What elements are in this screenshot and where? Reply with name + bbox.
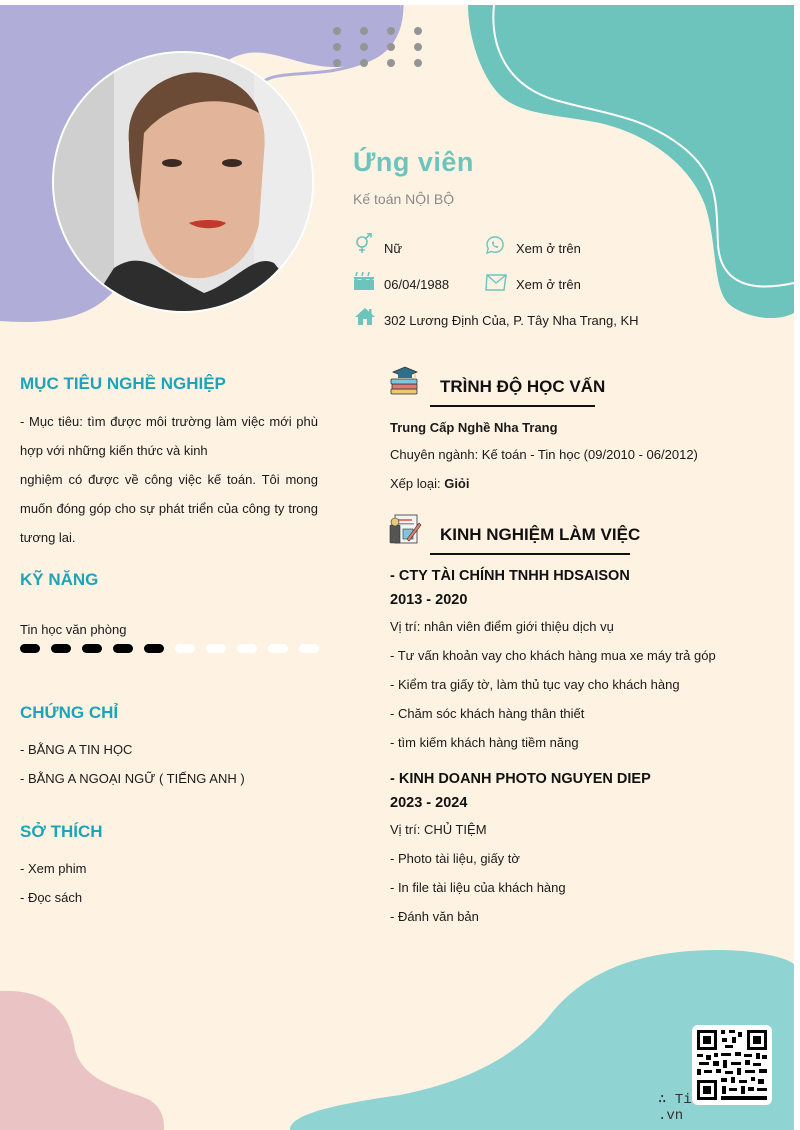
- phone-value: Xem ở trên: [516, 241, 581, 256]
- skill-level-filled: [51, 644, 71, 653]
- job-task: - tìm kiếm khách hàng tiềm năng: [390, 735, 579, 750]
- site-watermark-left: ∴ Ti: [658, 1092, 692, 1108]
- skill-name: Tin học văn phòng: [20, 622, 127, 637]
- certificates-title: CHỨNG CHỈ: [20, 703, 119, 722]
- education-rank-value: Giỏi: [444, 476, 470, 491]
- objective-title: MỤC TIÊU NGHỀ NGHIỆP: [20, 374, 226, 393]
- job-position: Vị trí: nhân viên điểm giới thiệu dịch vụ: [390, 619, 614, 634]
- job-task: - Đánh văn bản: [390, 909, 479, 924]
- job-period: 2023 - 2024: [390, 795, 468, 811]
- skill-level-empty: [175, 644, 195, 653]
- skills-title: KỸ NĂNG: [20, 570, 99, 589]
- gender-icon: [353, 233, 375, 253]
- objective-line: nghiệm có được về công việc kế toán. Tôi mong muốn đóng góp cho sự phát triển của công ty trong tương lai.: [20, 472, 318, 545]
- hobby-item: - Xem phim: [20, 861, 87, 876]
- gender-value: Nữ: [384, 241, 403, 256]
- education-books-icon: [389, 365, 421, 397]
- skill-level-empty: [268, 644, 288, 653]
- objective-line: - Mục tiêu: tìm được môi trường làm việc mới phù hợp với những kiến thức và kinh: [20, 414, 318, 458]
- job-task: - Tư vấn khoản vay cho khách hàng mua xe máy trả góp: [390, 648, 716, 663]
- job-company: - CTY TÀI CHÍNH TNHH HDSAISON: [390, 568, 630, 584]
- job-task: - Chăm sóc khách hàng thân thiết: [390, 706, 585, 721]
- candidate-name: Ứng viên: [353, 147, 474, 177]
- job-task: - In file tài liệu của khách hàng: [390, 880, 566, 895]
- education-major: Chuyên ngành: Kế toán - Tin học (09/2010 - 06/2012): [390, 447, 698, 462]
- dot-grid-decoration: [333, 27, 429, 69]
- envelope-icon: [485, 273, 507, 293]
- certificate-item: - BẰNG A NGOẠI NGỮ ( TIẾNG ANH ): [20, 771, 245, 786]
- objective-text: [20, 407, 318, 552]
- skill-level-bar: [20, 644, 319, 653]
- whatsapp-phone-icon: [484, 235, 506, 255]
- hobby-item: - Đọc sách: [20, 890, 83, 905]
- cv-page: [0, 5, 794, 1130]
- site-watermark-right: .vn: [658, 1108, 684, 1124]
- candidate-position: Kế toán NỘI BỘ: [353, 191, 455, 207]
- education-title-underline: [430, 405, 595, 407]
- skill-level-filled: [113, 644, 133, 653]
- address-value: 302 Lương Định Của, P. Tây Nha Trang, KH: [384, 313, 639, 328]
- work-experience-icon: [389, 513, 423, 545]
- job-task: - Kiểm tra giấy tờ, làm thủ tục vay cho khách hàng: [390, 677, 680, 692]
- qr-code[interactable]: [692, 1025, 772, 1105]
- skill-level-filled: [20, 644, 40, 653]
- education-school: Trung Cấp Nghề Nha Trang: [390, 420, 558, 435]
- skill-level-empty: [299, 644, 319, 653]
- job-position: Vị trí: CHỦ TIỆM: [390, 822, 487, 837]
- job-task: - Photo tài liệu, giấy tờ: [390, 851, 520, 866]
- education-rank: [390, 476, 469, 491]
- profile-photo: [52, 51, 314, 313]
- education-rank-label: Xếp loại:: [390, 476, 445, 491]
- home-icon: [354, 307, 376, 327]
- profile-photo-placeholder: [54, 53, 314, 313]
- skill-level-filled: [82, 644, 102, 653]
- birthday-value: 06/04/1988: [384, 277, 450, 292]
- education-title: TRÌNH ĐỘ HỌC VẤN: [440, 377, 606, 396]
- hobbies-title: SỞ THÍCH: [20, 822, 103, 841]
- experience-title-underline: [430, 553, 630, 555]
- job-period: 2013 - 2020: [390, 592, 468, 608]
- email-value: Xem ở trên: [516, 277, 581, 292]
- certificate-item: - BẰNG A TIN HỌC: [20, 742, 133, 757]
- skill-level-empty: [237, 644, 257, 653]
- job-company: - KINH DOANH PHOTO NGUYEN DIEP: [390, 771, 651, 787]
- skill-level-empty: [206, 644, 226, 653]
- birthday-cake-icon: [353, 271, 375, 291]
- experience-title: KINH NGHIỆM LÀM VIỆC: [440, 525, 641, 544]
- qr-code-pattern: [692, 1025, 772, 1105]
- skill-level-filled: [144, 644, 164, 653]
